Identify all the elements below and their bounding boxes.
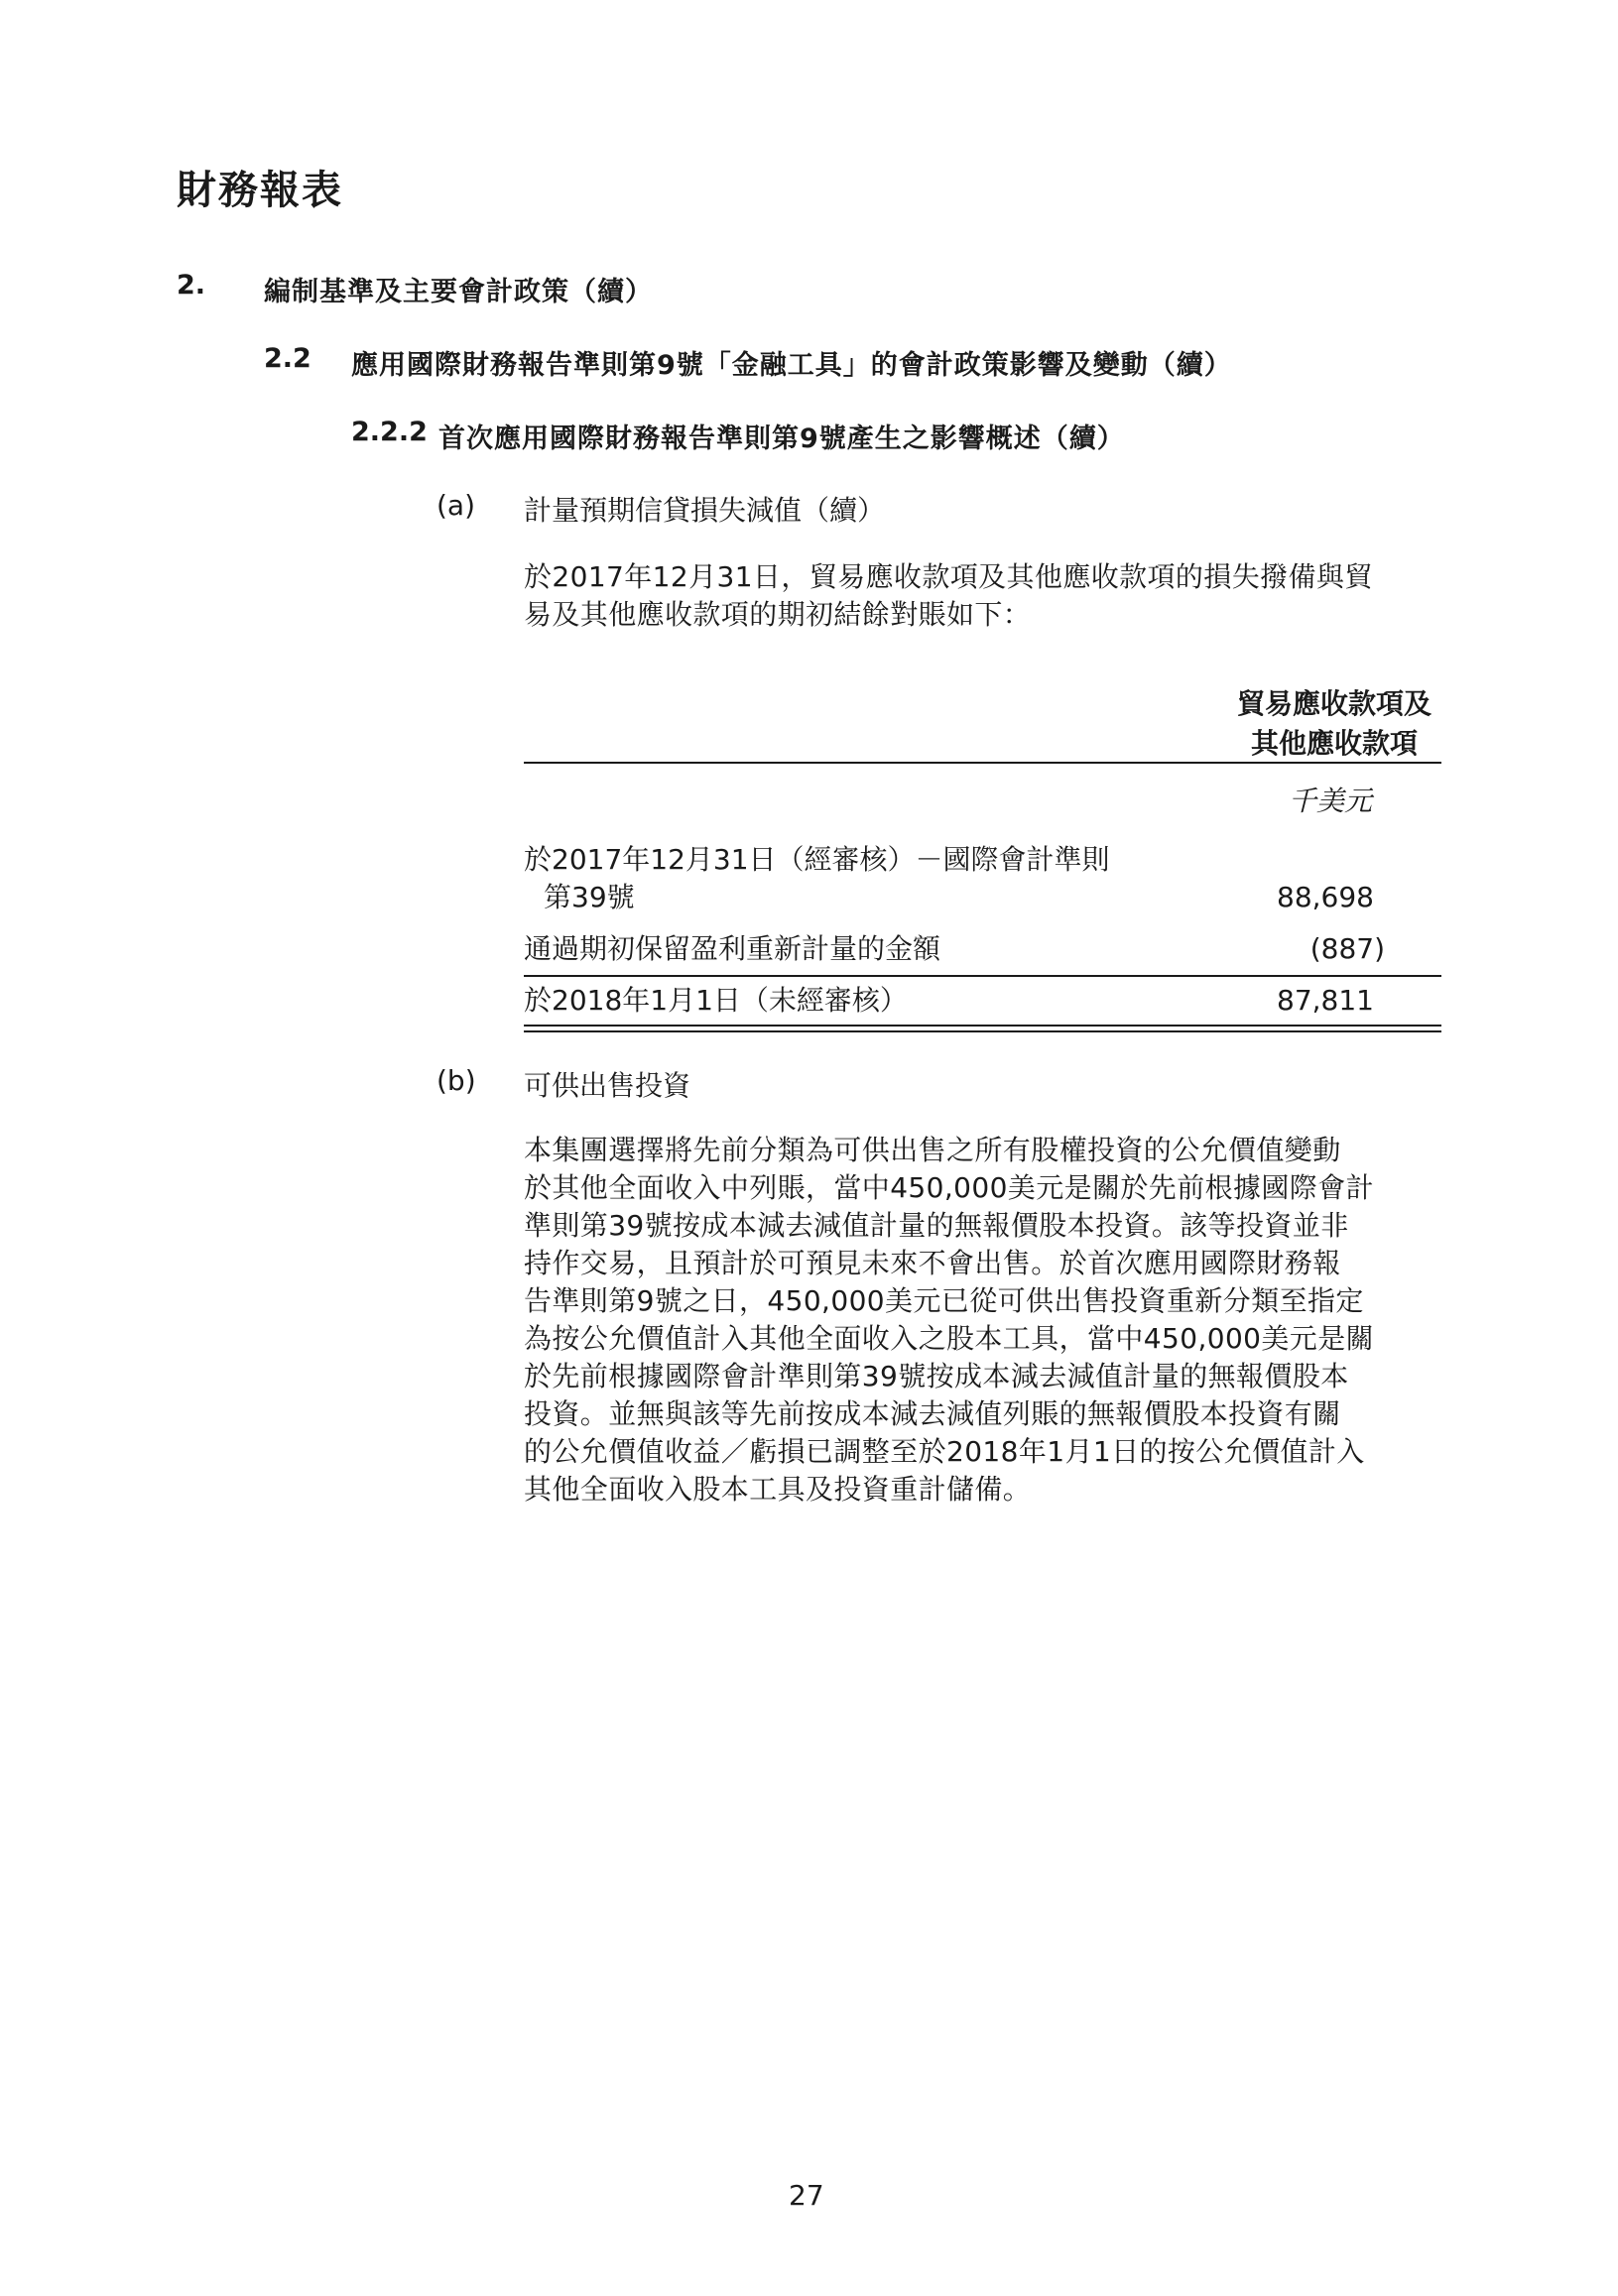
unit-label: 千美元 <box>1288 785 1372 817</box>
paragraph-line: 投資。並無與該等先前按成本減去減值列賬的無報價股本投資有關 <box>524 1397 1341 1430</box>
section-title: 編制基準及主要會計政策（續） <box>264 277 653 307</box>
column-header-line: 其他應收款項 <box>1250 727 1418 760</box>
row-label-line: 第39號 <box>544 881 635 913</box>
section-number: 2. <box>177 270 206 301</box>
paragraph-line: 持作交易，且預計於可預見未來不會出售。於首次應用國際財務報 <box>524 1247 1341 1279</box>
paragraph-line: 易及其他應收款項的期初結餘對賬如下： <box>524 598 1032 631</box>
item-a-label: (a) <box>436 489 476 522</box>
total-double-rule-bottom <box>524 1030 1441 1032</box>
table-row-value: (887) <box>1309 932 1385 965</box>
paragraph-line: 其他全面收入股本工具及投資重計儲備。 <box>524 1473 1032 1506</box>
item-b-paragraph <box>524 1132 1441 1509</box>
table-row-value: 88,698 <box>1277 881 1374 913</box>
table-row-value: 87,811 <box>1277 984 1374 1017</box>
subsubsection-number: 2.2.2 <box>351 417 428 447</box>
subtotal-rule <box>524 975 1441 977</box>
table-row-label: 於2018年1月1日（未經審核） <box>524 984 908 1017</box>
reconciliation-table <box>524 684 1441 1041</box>
subsection-number: 2.2 <box>264 343 311 374</box>
page-number: 27 <box>789 2179 824 2212</box>
paragraph-line: 於先前根據國際會計準則第39號按成本減去減值計量的無報價股本 <box>524 1360 1349 1392</box>
column-header-line: 貿易應收款項及 <box>1236 687 1431 720</box>
table-row-label <box>524 841 1110 916</box>
header-rule <box>524 762 1441 764</box>
total-double-rule-top <box>524 1025 1441 1027</box>
item-b-title: 可供出售投資 <box>524 1069 691 1102</box>
row-label-line: 於2017年12月31日（經審核）－國際會計準則 <box>524 843 1110 876</box>
paragraph-line: 於其他全面收入中列賬，當中450,000美元是關於先前根據國際會計 <box>524 1171 1374 1204</box>
paragraph-line: 準則第39號按成本減去減值計量的無報價股本投資。該等投資並非 <box>524 1209 1349 1242</box>
page-title: 財務報表 <box>177 168 343 213</box>
paragraph-line: 本集團選擇將先前分類為可供出售之所有股權投資的公允價值變動 <box>524 1134 1341 1166</box>
paragraph-line: 為按公允價值計入其他全面收入之股本工具，當中450,000美元是關 <box>524 1322 1374 1355</box>
item-a-intro-paragraph <box>524 558 1441 634</box>
column-header <box>1237 684 1431 764</box>
item-b-label: (b) <box>436 1064 476 1097</box>
table-row-label: 通過期初保留盈利重新計量的金額 <box>524 932 941 965</box>
paragraph-line: 告準則第9號之日，450,000美元已從可供出售投資重新分類至指定 <box>524 1284 1364 1317</box>
paragraph-line: 的公允價值收益／虧損已調整至於2018年1月1日的按公允價值計入 <box>524 1435 1365 1468</box>
paragraph-line: 於2017年12月31日，貿易應收款項及其他應收款項的損失撥備與貿 <box>524 560 1373 593</box>
item-a-title: 計量預期信貸損失減值（續） <box>524 494 886 527</box>
subsubsection-title: 首次應用國際財務報告準則第9號產生之影響概述（續） <box>438 423 1125 454</box>
subsection-title: 應用國際財務報告準則第9號「金融工具」的會計政策影響及變動（續） <box>351 350 1232 381</box>
